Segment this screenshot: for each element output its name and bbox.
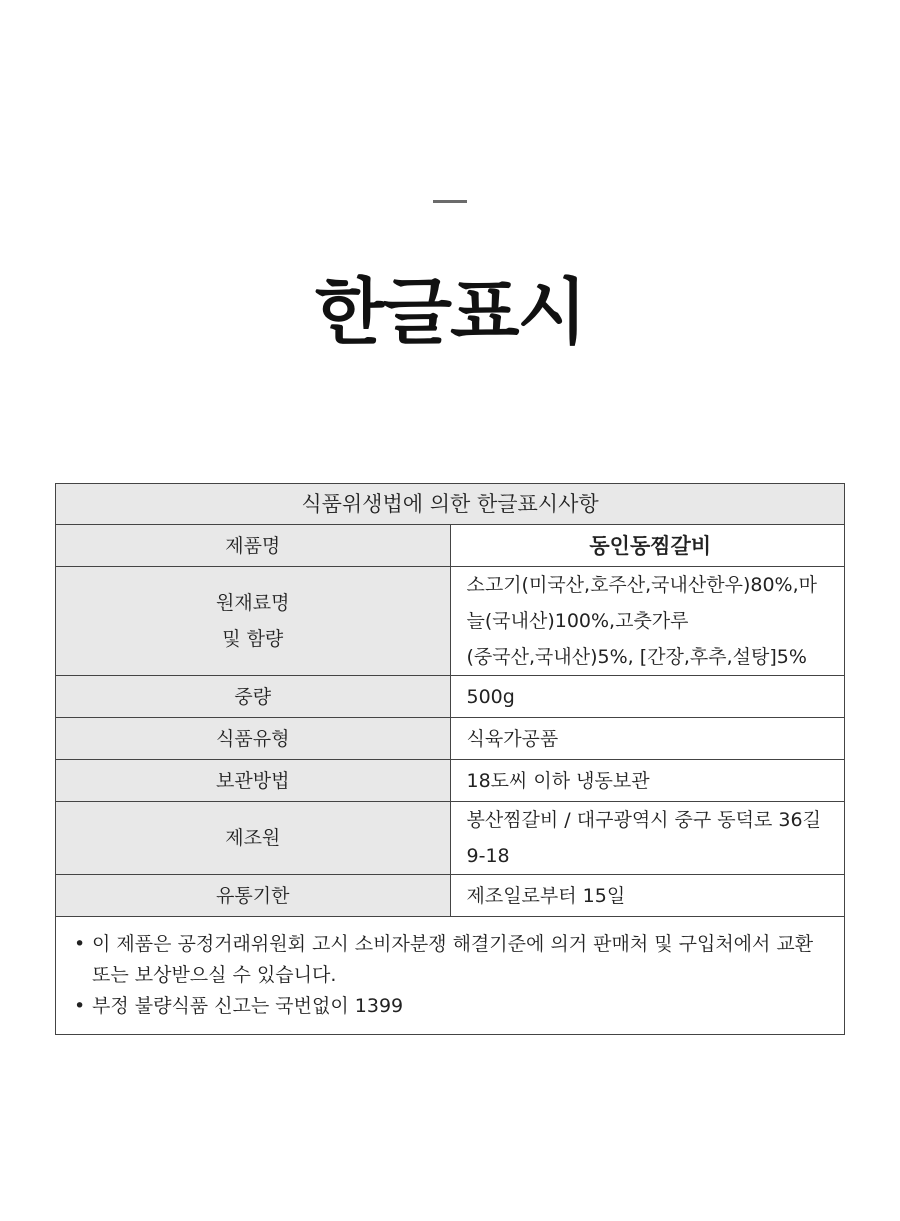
bullet-icon: • bbox=[74, 995, 86, 1017]
row-key-food-type: 식품유형 bbox=[56, 718, 451, 760]
notes-row bbox=[56, 917, 845, 1035]
note-item bbox=[72, 991, 828, 1022]
row-value-manufacturer: 봉산찜갈비 / 대구광역시 중구 동덕로 36길 9-18 bbox=[450, 802, 845, 875]
title-divider bbox=[433, 200, 467, 203]
table-header-row bbox=[56, 484, 845, 525]
row-value-food-type: 식육가공품 bbox=[450, 718, 845, 760]
notes-list bbox=[72, 929, 828, 1022]
row-value-ingredients-line1: 소고기(미국산,호주산,국내산한우)80%,마늘(국내산)100%,고춧가루 bbox=[466, 574, 817, 632]
page-title: 한글표시 bbox=[314, 270, 586, 354]
row-key-expiry: 유통기한 bbox=[56, 875, 451, 917]
bullet-icon: • bbox=[74, 933, 86, 955]
notes-cell bbox=[56, 917, 845, 1035]
row-key-manufacturer: 제조원 bbox=[56, 802, 451, 875]
row-key-weight: 중량 bbox=[56, 676, 451, 718]
table-row bbox=[56, 718, 845, 760]
row-value-storage: 18도씨 이하 냉동보관 bbox=[450, 760, 845, 802]
row-value-ingredients-line2: (중국산,국내산)5%, [간장,후추,설탕]5% bbox=[466, 646, 807, 668]
table-row bbox=[56, 567, 845, 676]
row-value-product-name: 동인동찜갈비 bbox=[450, 525, 845, 567]
table-row bbox=[56, 875, 845, 917]
row-key-ingredients bbox=[56, 567, 451, 676]
table-header: 식품위생법에 의한 한글표시사항 bbox=[56, 484, 845, 525]
note-item bbox=[72, 929, 828, 991]
table-row bbox=[56, 525, 845, 567]
row-key-ingredients-line2: 및 함량 bbox=[222, 628, 284, 650]
row-value-expiry: 제조일로부터 15일 bbox=[450, 875, 845, 917]
row-value-ingredients bbox=[450, 567, 845, 676]
row-key-ingredients-line1: 원재료명 bbox=[216, 592, 290, 614]
note-text-exchange: 이 제품은 공정거래위원회 고시 소비자분쟁 해결기준에 의거 판매처 및 구입처에서 교환 또는 보상받으실 수 있습니다. bbox=[92, 933, 814, 986]
row-value-weight: 500g bbox=[450, 676, 845, 718]
table-row bbox=[56, 802, 845, 875]
row-key-product-name: 제품명 bbox=[56, 525, 451, 567]
row-key-storage: 보관방법 bbox=[56, 760, 451, 802]
food-label-table bbox=[55, 483, 845, 1035]
table-row bbox=[56, 760, 845, 802]
table-row bbox=[56, 676, 845, 718]
note-text-report: 부정 불량식품 신고는 국번없이 1399 bbox=[92, 995, 404, 1017]
